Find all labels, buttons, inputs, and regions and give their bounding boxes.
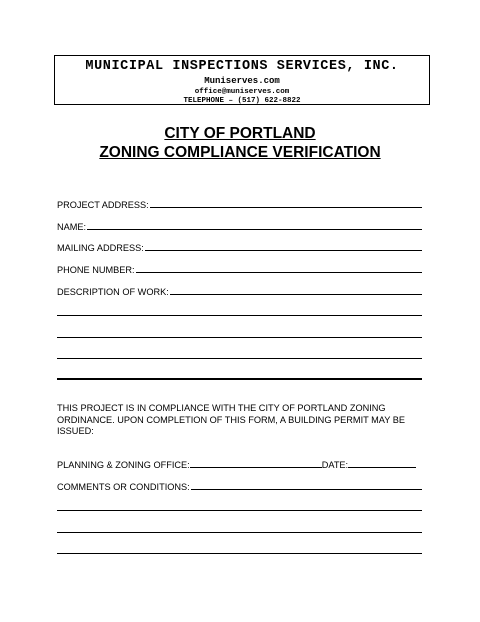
phone-number-field[interactable] [57, 261, 422, 275]
company-email: office@muniserves.com [194, 88, 290, 96]
name-label: NAME: [57, 222, 87, 232]
name-line[interactable] [87, 229, 422, 230]
section-divider [57, 378, 422, 380]
company-name: MUNICIPAL INSPECTIONS SERVICES, INC. [85, 59, 399, 74]
description-of-work-line[interactable] [170, 294, 422, 295]
mailing-address-field[interactable] [57, 239, 422, 253]
comments-label: COMMENTS OR CONDITIONS: [57, 482, 190, 492]
company-telephone: TELEPHONE – (517) 622-8822 [183, 97, 301, 105]
planning-office-label: PLANNING & ZONING OFFICE: [57, 460, 190, 470]
city-title: CITY OF PORTLAND [164, 125, 316, 142]
company-website: Muniserves.com [204, 76, 280, 86]
planning-office-signature-line[interactable] [190, 467, 322, 468]
project-address-field[interactable] [57, 196, 422, 210]
mailing-address-line[interactable] [145, 250, 422, 251]
phone-number-label: PHONE NUMBER: [57, 265, 135, 275]
comments-field[interactable] [57, 478, 422, 492]
description-blank-line[interactable] [57, 358, 422, 359]
date-label: DATE: [321, 460, 349, 470]
form-title [0, 124, 480, 162]
description-of-work-field[interactable] [57, 283, 422, 297]
name-field[interactable] [57, 218, 422, 232]
description-blank-line[interactable] [57, 337, 422, 338]
mailing-address-label: MAILING ADDRESS: [57, 243, 144, 253]
compliance-statement: THIS PROJECT IS IN COMPLIANCE WITH THE CITY OF PORTLAND ZONING ORDINANCE. UPON COMPLETION OF THIS FORM, A BUILDING PERMIT MAY BE ISSUED: [57, 403, 405, 436]
phone-number-line[interactable] [136, 272, 422, 273]
comments-blank-line[interactable] [57, 553, 422, 554]
comments-line[interactable] [191, 489, 422, 490]
company-header [54, 55, 430, 105]
comments-blank-line[interactable] [57, 532, 422, 533]
form-name-title: ZONING COMPLIANCE VERIFICATION [99, 144, 381, 161]
project-address-label: PROJECT ADDRESS: [57, 200, 149, 210]
planning-office-field[interactable] [57, 456, 422, 470]
description-blank-line[interactable] [57, 315, 422, 316]
project-address-line[interactable] [150, 207, 422, 208]
date-line[interactable] [348, 467, 416, 468]
comments-blank-line[interactable] [57, 510, 422, 511]
description-of-work-label: DESCRIPTION OF WORK: [57, 287, 169, 297]
